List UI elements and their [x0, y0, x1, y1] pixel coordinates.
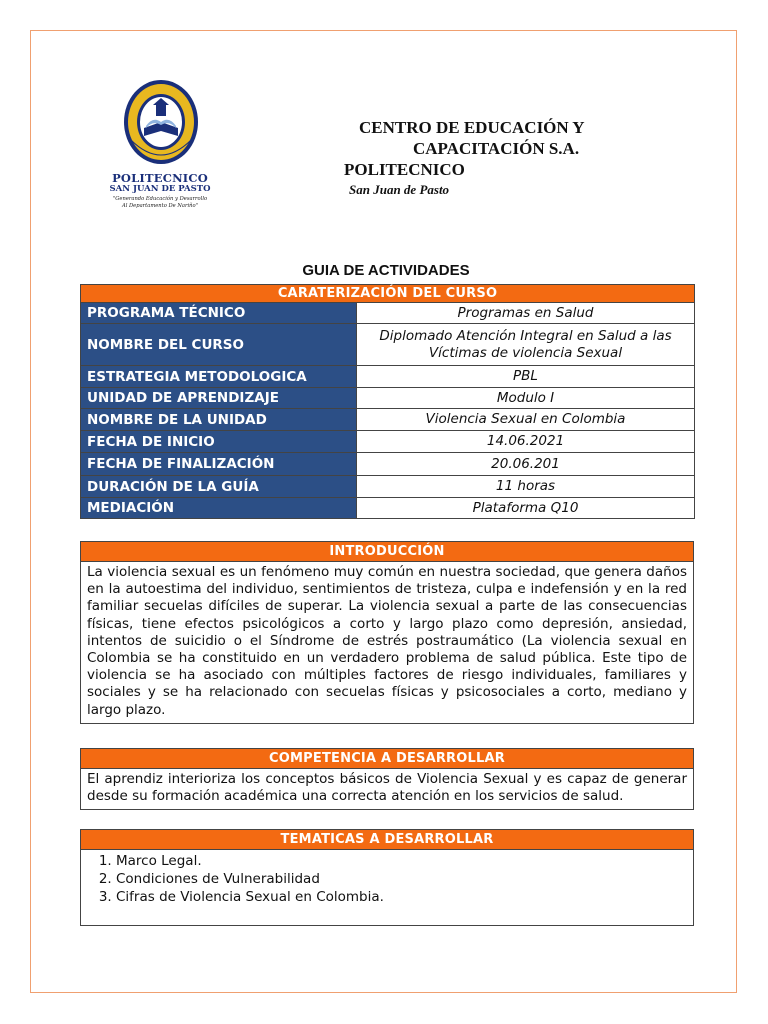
list-item: 2. Condiciones de Vulnerabilidad	[116, 870, 693, 888]
row-value: PBL	[357, 366, 695, 388]
institution-name-line3: POLITECNICO	[344, 160, 465, 179]
introduction-section	[80, 541, 694, 724]
logo-subname: SAN JUAN DE PASTO	[109, 184, 211, 194]
seal-emblem-icon	[122, 78, 200, 166]
introduction-text: La violencia sexual es un fenómeno muy común en nuestra sociedad, que genera daños en la autoestima del individuo, sentimientos de tristeza, culpa e indefensión y en la red familiar secuelas difíciles de superar. La violencia sexual a parte de las consecuencias físicas, tiene efectos psicológicos a corto y largo plazo como depresión, ansiedad, intentos de suicidio o el Síndrome de estrés postraumático (La violencia sexual en Colombia se ha constituido en un verdadero problema de salud pública. Este tipo de violencia se ha asociado con múltiples factores de riesgo individuales, familiares y sociales y se ha relacionado con secuelas físicas y psicosociales a corto, mediano y largo plazo.	[87, 564, 687, 718]
table-row	[81, 409, 695, 431]
row-value: Programas en Salud	[357, 303, 695, 324]
table-row	[81, 476, 695, 498]
competence-heading: COMPETENCIA A DESARROLLAR	[81, 749, 693, 769]
row-label: ESTRATEGIA METODOLOGICA	[81, 366, 357, 388]
row-value: Modulo I	[357, 388, 695, 409]
row-value: Plataforma Q10	[357, 498, 695, 519]
course-table-header-row	[81, 285, 695, 303]
course-table-heading: CARATERIZACIÓN DEL CURSO	[81, 285, 695, 303]
table-row	[81, 303, 695, 324]
logo-motto	[104, 196, 216, 209]
row-value: 11 horas	[357, 476, 695, 498]
row-value: 20.06.201	[357, 453, 695, 476]
table-row	[81, 366, 695, 388]
institution-tagline: San Juan de Pasto	[349, 182, 450, 197]
table-row	[81, 498, 695, 519]
row-label: DURACIÓN DE LA GUÍA	[81, 476, 357, 498]
institution-logo	[104, 78, 216, 213]
logo-motto-line2: Al Departamento De Nariño"	[121, 202, 199, 209]
table-row	[81, 324, 695, 366]
row-label: FECHA DE INICIO	[81, 431, 357, 453]
guide-title: GUIA DE ACTIVIDADES	[302, 262, 470, 279]
row-value: Diplomado Atención Integral en Salud a las Víctimas de violencia Sexual	[357, 324, 695, 366]
row-label: PROGRAMA TÉCNICO	[81, 303, 357, 324]
row-label: MEDIACIÓN	[81, 498, 357, 519]
list-item: 3. Cifras de Violencia Sexual en Colombia.	[116, 888, 693, 906]
list-item: 1. Marco Legal.	[116, 852, 693, 870]
table-row	[81, 431, 695, 453]
logo-name: POLITECNICO	[112, 171, 208, 185]
row-value: 14.06.2021	[357, 431, 695, 453]
course-table	[80, 284, 695, 519]
table-row	[81, 388, 695, 409]
topics-heading: TEMATICAS A DESARROLLAR	[81, 830, 693, 850]
row-label: NOMBRE DE LA UNIDAD	[81, 409, 357, 431]
introduction-heading: INTRODUCCIÓN	[81, 542, 693, 562]
institution-name-line2: CAPACITACIÓN S.A.	[413, 139, 580, 158]
row-label: FECHA DE FINALIZACIÓN	[81, 453, 357, 476]
competence-section	[80, 748, 694, 810]
institution-name-line1: CENTRO DE EDUCACIÓN Y	[359, 118, 585, 137]
table-row	[81, 453, 695, 476]
row-label: NOMBRE DEL CURSO	[81, 324, 357, 366]
competence-text: El aprendiz interioriza los conceptos básicos de Violencia Sexual y es capaz de generar desde su formación académica una correcta atención en los servicios de salud.	[87, 771, 687, 805]
topics-list	[81, 850, 693, 910]
logo-motto-line1: "Generando Educación y Desarrollo	[112, 196, 208, 202]
topics-section	[80, 829, 694, 926]
row-value: Violencia Sexual en Colombia	[357, 409, 695, 431]
row-label: UNIDAD DE APRENDIZAJE	[81, 388, 357, 409]
